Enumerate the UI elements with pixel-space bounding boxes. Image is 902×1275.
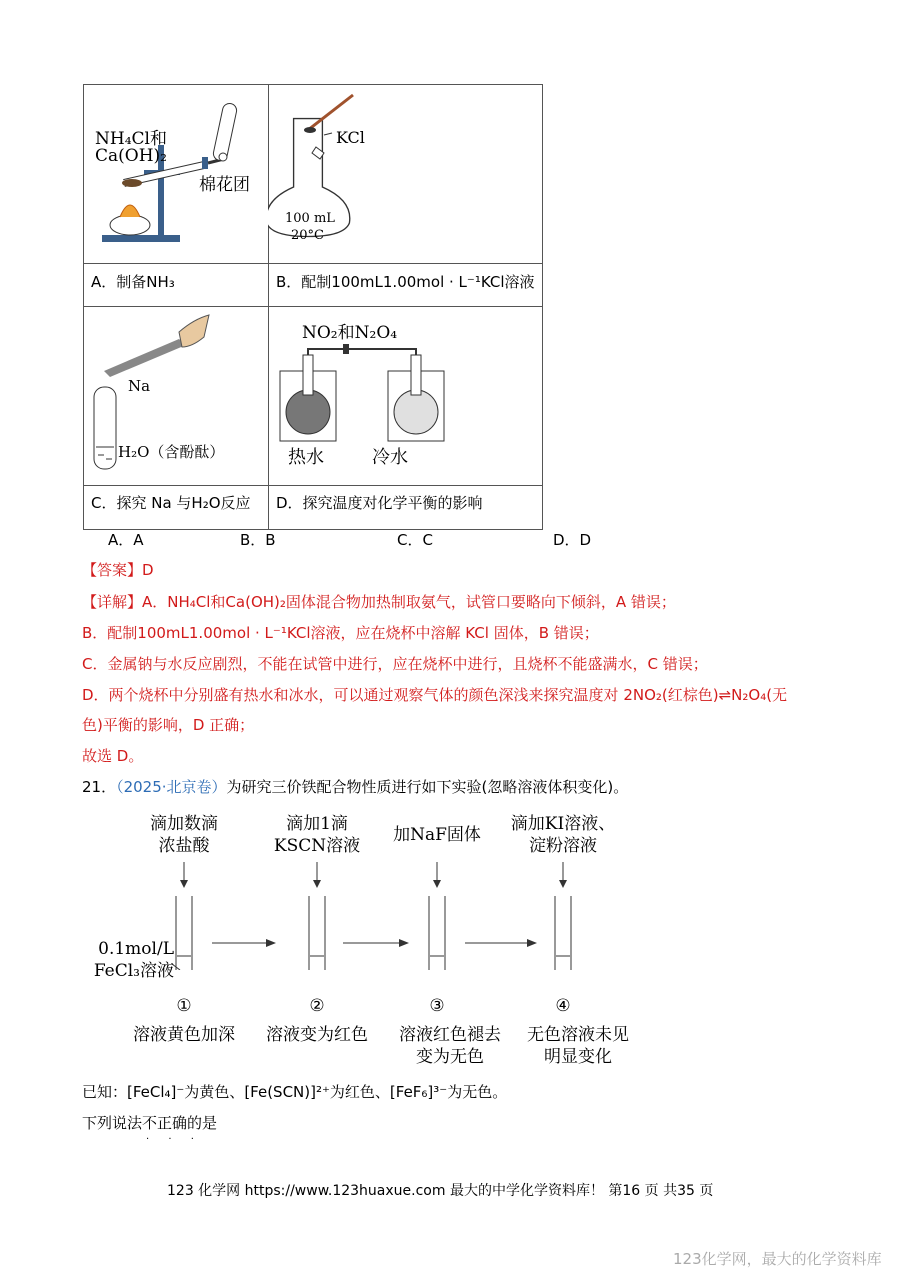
cell-a-cotton-label: 棉花团	[199, 175, 250, 195]
step-3-observation: 溶液红色褪去 变为无色	[399, 1025, 501, 1067]
answer-line	[82, 559, 154, 581]
cell-d-gas-label: NO₂和N₂O₄	[302, 323, 398, 343]
watermark: 123化学网，最大的化学资料库	[673, 1250, 882, 1268]
tube-number-3: ③	[429, 996, 445, 1016]
cell-a-label: A．制备NH₃	[91, 273, 175, 291]
explanation-line-d2: 色)平衡的影响，D 正确；	[82, 716, 255, 734]
choice-d: D．D	[553, 531, 592, 549]
tube-number-4: ④	[555, 996, 571, 1016]
cell-b-label: B．配制100mL1.00mol · L⁻¹KCl溶液	[276, 273, 535, 291]
cell-a-reagent-line2: Ca(OH)₂	[95, 146, 167, 166]
explanation-line-d1: D．两个烧杯中分别盛有热水和冰水，可以通过观察气体的颜色深浅来探究温度对 2NO₂(红棕色)⇌N₂O₄(无	[82, 686, 788, 704]
cell-c-metal-label: Na	[128, 377, 151, 395]
step-2-observation: 溶液变为红色	[266, 1025, 368, 1045]
step-2-reagent: 滴加1滴 KSCN溶液	[273, 814, 361, 856]
cell-b-flask-temp: 20°C	[291, 228, 324, 243]
explanation-conclusion: 故选 D。	[82, 747, 144, 765]
choice-a: A．A	[108, 531, 144, 549]
question-prompt: 下列说法不正确的是	[82, 1114, 218, 1132]
answer-value: D	[142, 561, 154, 579]
known-info: 已知：[FeCl₄]⁻为黄色、[Fe(SCN)]²⁺为红色、[FeF₆]³⁻为无色。	[82, 1083, 508, 1101]
explanation-line-a: 【详解】A．NH₄Cl和Ca(OH)₂固体混合物加热制取氨气，试管口要略向下倾斜，A 错误；	[82, 593, 676, 611]
explanation-line-b: B．配制100mL1.00mol · L⁻¹KCl溶液，应在烧杯中溶解 KCl 固体，B 错误；	[82, 624, 599, 642]
cell-d-cold-label: 冷水	[372, 447, 408, 468]
cell-a-reagent-line1: NH₄Cl和	[95, 129, 167, 149]
question-number: 21．	[82, 778, 117, 796]
explanation-tag: 【详解】	[82, 593, 143, 611]
tube-number-2: ②	[309, 996, 325, 1016]
choice-c: C．C	[397, 531, 433, 549]
explanation-line-c: C．金属钠与水反应剧烈，不能在试管中进行，应在烧杯中进行，且烧杯不能盛满水，C 错误；	[82, 655, 708, 673]
cell-b-flask-volume: 100 mL	[285, 211, 335, 226]
step-1-reagent: 滴加数滴 浓盐酸	[150, 814, 218, 856]
step-4-reagent: 滴加KI溶液、 淀粉溶液	[510, 814, 616, 856]
start-solution-label: 0.1mol/L FeCl₃溶液	[93, 939, 174, 981]
cell-c-label: C．探究 Na 与H₂O反应	[91, 494, 251, 512]
emphasis-dots: · · ·	[146, 1134, 202, 1145]
tube-number-1: ①	[176, 996, 192, 1016]
answer-tag: 【答案】	[82, 561, 143, 579]
question-source: （2025·北京卷）	[116, 778, 227, 796]
cell-d-hot-label: 热水	[288, 447, 324, 468]
cell-c-liquid-label: H₂O（含酚酞）	[118, 443, 225, 461]
cell-d-label: D．探究温度对化学平衡的影响	[276, 494, 483, 512]
page-footer: 123 化学网 https://www.123huaxue.com 最大的中学化学资料库！ 第16 页 共35 页	[167, 1183, 714, 1199]
choice-b: B．B	[240, 531, 276, 549]
step-3-reagent: 加NaF固体	[393, 825, 481, 845]
cell-b-solid-label: KCl	[336, 128, 365, 147]
question-21-stem	[82, 776, 628, 798]
step-4-observation: 无色溶液未见 明显变化	[527, 1025, 629, 1067]
question-text: 为研究三价铁配合物性质进行如下实验(忽略溶液体积变化)。	[226, 778, 629, 796]
step-1-observation: 溶液黄色加深	[133, 1025, 235, 1045]
